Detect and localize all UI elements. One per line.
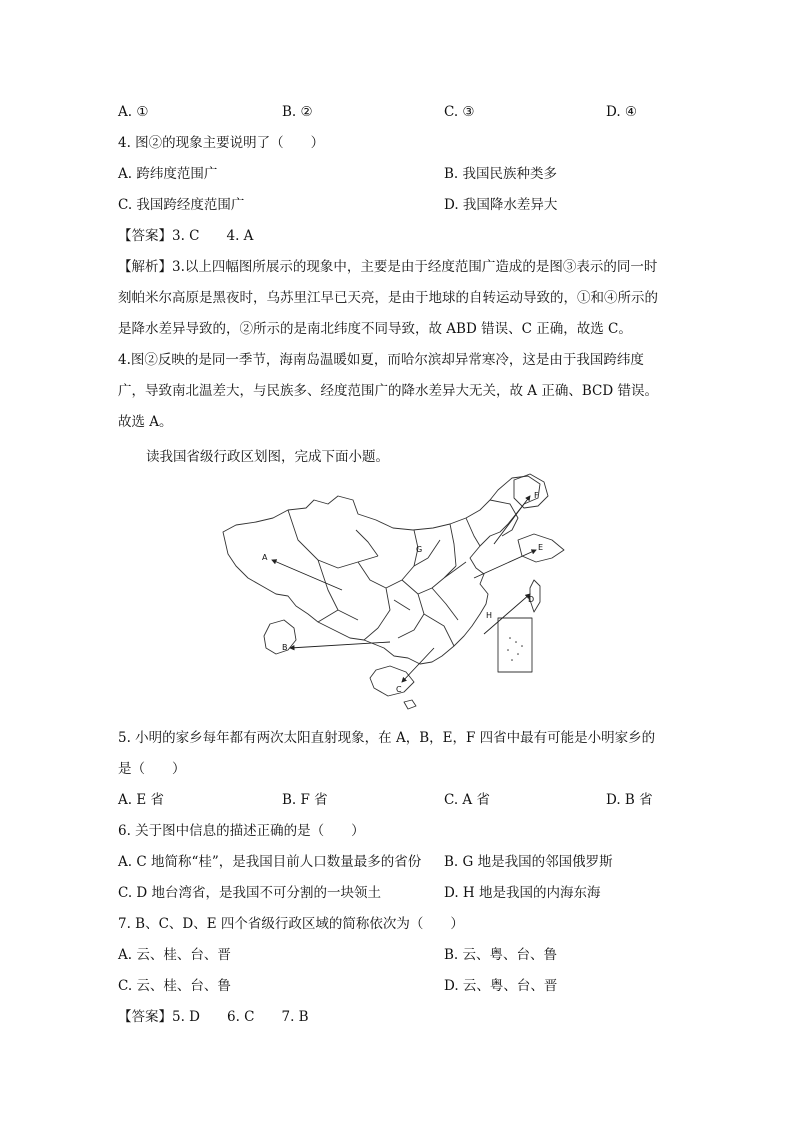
q6-option-d: D. H 地是我国的内海东海 — [444, 885, 601, 901]
q6-option-c: C. D 地台湾省，是我国不可分割的一块领土 — [118, 885, 382, 901]
q5-option-d: D. B 省 — [606, 792, 653, 808]
q6-option-a: A. C 地简称“桂”，是我国目前人口数量最多的省份 — [118, 854, 422, 870]
china-province-map — [218, 470, 578, 710]
arrow-to-a — [272, 560, 342, 590]
q7-option-c: C. 云、桂、台、鲁 — [118, 978, 231, 994]
arrow-to-e — [474, 550, 536, 578]
guangdong-fragment — [370, 666, 414, 696]
arrow-to-c — [402, 648, 434, 682]
q5-option-c: C. A 省 — [444, 792, 490, 808]
q4-option-d: D. 我国降水差异大 — [444, 197, 558, 213]
q4-option-b: B. 我国民族种类多 — [444, 166, 558, 182]
map-label-c: C — [396, 685, 402, 694]
map-label-e: E — [538, 543, 544, 552]
arrow-to-f — [494, 496, 530, 544]
map-label-h: H — [486, 611, 493, 620]
q5-stem-line-2: 是（ ） — [118, 761, 186, 777]
q3-option-d: D. ④ — [606, 104, 638, 120]
q3-option-a: A. ① — [118, 104, 149, 120]
q6-option-b: B. G 地是我国的邻国俄罗斯 — [444, 854, 613, 870]
q4-stem: 4. 图②的现象主要说明了（ ） — [118, 135, 325, 151]
q3-option-b: B. ② — [282, 104, 313, 120]
q5-option-b: B. F 省 — [282, 792, 328, 808]
arrow-to-b — [290, 642, 390, 648]
hainan-island — [404, 700, 416, 709]
analysis-line-1: 【解析】3.以上四幅图所展示的现象中，主要是由于经度范围广造成的是图③表示的同一时 — [118, 259, 658, 275]
map-intro: 读我国省级行政区划图，完成下面小题。 — [146, 449, 389, 465]
q4-option-c: C. 我国跨经度范围广 — [118, 197, 245, 213]
analysis-line-2: 刻帕米尔高原是黑夜时，乌苏里江早已天亮，是由于地球的自转运动导致的，①和④所示的 — [118, 290, 658, 306]
province-borders — [288, 510, 480, 646]
q7-option-b: B. 云、粤、台、鲁 — [444, 947, 558, 963]
analysis-line-3: 是降水差异导致的，②所示的是南北纬度不同导致，故 ABD 错误、C 正确，故选 C。 — [118, 321, 632, 337]
map-label-f: F — [534, 491, 539, 500]
analysis-line-6: 故选 A。 — [118, 414, 173, 430]
analysis-line-4: 4.图②反映的是同一季节，海南岛温暖如夏，而哈尔滨却异常寒冷，这是由于我国跨纬度 — [118, 352, 644, 368]
yunnan-fragment — [264, 620, 296, 654]
q5-stem-line-1: 5. 小明的家乡每年都有两次太阳直射现象，在 A，B，E，F 四省中最有可能是小明家乡的 — [118, 730, 656, 746]
map-svg — [218, 470, 578, 710]
south-china-sea-inset — [498, 618, 532, 672]
map-label-d: D — [528, 595, 535, 604]
answer-2: 【答案】5. D 6. C 7. B — [118, 1009, 309, 1025]
analysis-line-5: 广，导致南北温差大，与民族多、经度范围广的降水差异大无关，故 A 正确、BCD 错误。 — [118, 383, 658, 399]
map-label-g: G — [416, 545, 423, 554]
q5-option-a: A. E 省 — [118, 792, 164, 808]
q7-option-d: D. 云、粤、台、晋 — [444, 978, 558, 994]
q7-option-a: A. 云、桂、台、晋 — [118, 947, 231, 963]
q7-stem: 7. B、C、D、E 四个省级行政区域的简称依次为（ ） — [118, 916, 464, 932]
answer-1: 【答案】3. C 4. A — [118, 228, 254, 244]
q3-option-c: C. ③ — [444, 104, 475, 120]
q6-stem: 6. 关于图中信息的描述正确的是（ ） — [118, 823, 365, 839]
heilongjiang-fragment — [514, 474, 548, 508]
map-label-b: B — [282, 643, 288, 652]
q4-option-a: A. 跨纬度范围广 — [118, 166, 218, 182]
map-label-a: A — [262, 553, 268, 562]
